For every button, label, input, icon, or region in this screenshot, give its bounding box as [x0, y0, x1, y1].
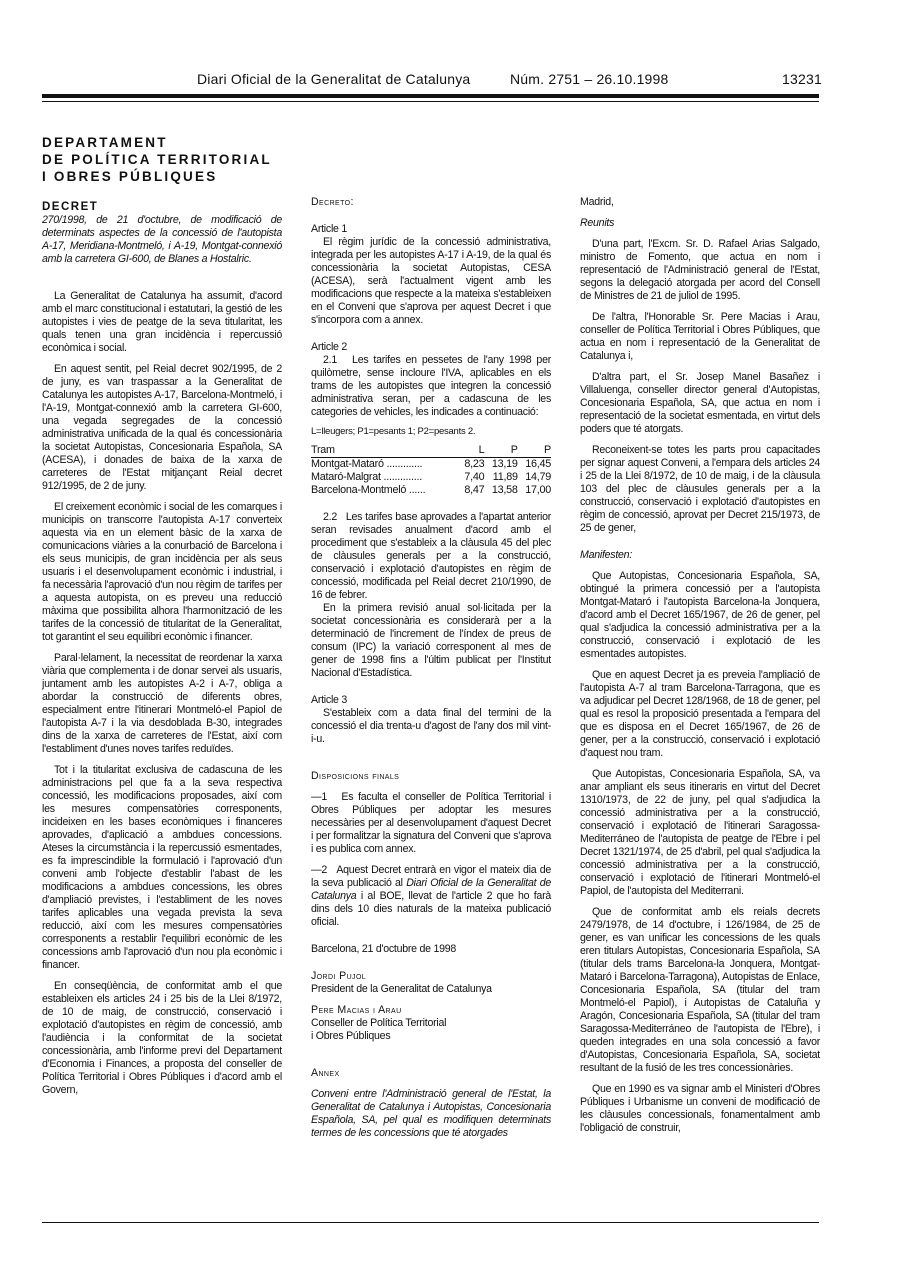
article-1-title: Article 1	[311, 223, 348, 235]
paragraph: El creixement econòmic i social de les comarques i municipis on transcorre l'autopista A-17 converteix aquesta via en un element bàsic de la xarxa de comunicacions viàries a la conurbació de Barcelona i els seus municipis, de gran incidència per als seus usuaris i el desenvolupament econòmic i industrial, i fa necessària l'aprovació d'un nou règim de tarifes per a aquesta autopista, on es preveu una reducció màxima que possibilita alhora l'harmonització de les tarifes de la concessió de titularitat de la Generalitat, tot garantint el seu equilibri econòmic i financer.	[42, 501, 282, 643]
footer-rule	[42, 1222, 819, 1223]
cell: 13,58	[491, 484, 518, 496]
final-provision-2	[311, 864, 554, 929]
cell: 17,00	[525, 484, 551, 496]
table-header-row	[311, 444, 551, 458]
paragraph: Reconeixent-se totes les parts prou capacitades per signar aquest Conveni, a l'empara dels articles 24 i 25 de la Llei 8/1972, de 10 de maig, i de la clàusula 103 del plec de clàusules generals per a la construcció, conservació i explotació d'autopistes en règim de concessió, aprovat per Decret 215/1973, de 25 de gener,	[580, 444, 820, 534]
place-date: Barcelona, 21 d'octubre de 1998	[311, 943, 457, 955]
manifesten-heading: Manifesten:	[580, 549, 633, 561]
journal-title: Diari Oficial de la Generalitat de Catalunya	[197, 71, 471, 87]
signatory-role: Conseller de Política Territorial	[311, 1017, 447, 1029]
table-row	[311, 484, 551, 497]
final-provision-1: —1 Es faculta el conseller de Política Territorial i Obres Públiques per adoptar les mesures necessàries per al desenvolupament d'aquest Decret i per formalitzar la signatura del Conveni que s'aprova i es publica com annex.	[311, 791, 554, 855]
decret-label: DECRET	[42, 201, 99, 213]
article-1-text: El règim jurídic de la concessió administrativa, integrada per les autopistes A-17 i A-19, de la qual és concessionària la societat Autopistas, CESA (ACESA), serà l'actualment vigent amb les modificacions que respecte a la mateixa s'estableixen en el Conveni que s'aprova per aquest Decret i que s'incorpora com a annex.	[311, 236, 551, 326]
paragraph: Que Autopistas, Concesionaria Española, SA, obtingué la primera concessió per a l'autopista Montgat-Mataró i l'autopista Barcelona-la Jonquera, d'acord amb el Decret 165/1967, de 26 de gener, pel qual s'adjudica la concessió administrativa per a la construcció, conservació i explotació de les esmentades autopistes.	[580, 570, 820, 660]
paragraph: D'una part, l'Excm. Sr. D. Rafael Arias Salgado, ministro de Fomento, que actua en nom i representació de l'Administració general de l'Estat, segons la delegació atorgada per acord del Consell de Ministres de 21 de juliol de 1995.	[580, 238, 820, 302]
paragraph: D'altra part, el Sr. Josep Manel Basañez i Villaluenga, conseller director general d'Autopistas, Concesionaria Española, SA, que actua en nom i representació de la societat esmentada, en virtut dels poders que té atorgats.	[580, 371, 820, 435]
cell: 14,79	[525, 471, 551, 483]
paragraph: En aquest sentit, pel Reial decret 902/1995, de 2 de juny, es van traspassar a la Generalitat de Catalunya les autopistes A-17, Barcelona-Montmeló, i l'A-19, Montgat-connexió amb la carretera GI-600, una vegada segregades de la concessió administrativa unificada de la qual és concessionària la societat Autopistas, Concesionaria Española, SA (ACESA), i donades de baixa de la xarxa de carreteres de l'Estat mitjançant Reial decret 912/1995, de 2 de juny.	[42, 363, 282, 492]
cell: 16,45	[525, 458, 551, 470]
dept-line: I OBRES PÚBLIQUES	[42, 169, 218, 184]
provision-text: —2 Aquest Decret entrarà en vigor el mateix dia de la seva publicació al	[311, 864, 554, 889]
paragraph: Paral·lelament, la necessitat de reordenar la xarxa viària que complementa i de donar servei als usuaris, juntament amb les autopistes A-2 i A-7, obliga a abordar la construcció de diferents obres, especialment entre l'itinerari Montmeló-el Papiol de l'autopista A-7 i la via desdoblada B-30, integrades dins de la xarxa de carreteres de l'Estat, així com l'establiment d'unes noves tarifes reduïdes.	[42, 652, 282, 755]
column-2	[311, 196, 554, 1140]
paragraph: La Generalitat de Catalunya ha assumit, d'acord amb el marc constitucional i estatutari, la gestió de les autopistes i vies de peatge de la seva titularitat, les quals tenen una gran incidència i repercussió econòmica i social.	[42, 290, 282, 354]
cell: Mataró-Malgrat ..............	[311, 471, 422, 483]
annex-title: Conveni entre l'Administració general de l'Estat, la Generalitat de Catalunya i Autopistas, Concesionaria Española, SA, pel qual es modifiquen determinats termes de les concessions que té atorgades	[311, 1088, 551, 1139]
signatory-role: i Obres Públiques	[311, 1030, 391, 1042]
cell: 8,23	[464, 458, 485, 470]
signatory-name: Pere Macias i Arau	[311, 1004, 402, 1016]
paragraph: Que en 1990 es va signar amb el Ministeri d'Obres Públiques i Urbanisme un conveni de modificació de les clàusules concessionals, fonamentalment amb l'obligació de construir,	[580, 1083, 820, 1134]
signatory-role: President de la Generalitat de Catalunya	[311, 983, 492, 995]
signatory-name: Jordi Pujol	[311, 970, 367, 982]
table-row	[311, 471, 551, 484]
dept-line: DE POLÍTICA TERRITORIAL	[42, 152, 272, 167]
cell: 7,40	[464, 471, 485, 483]
cell: Montgat-Mataró .............	[311, 458, 423, 470]
article-2-2: 2.2 Les tarifes base aprovades a l'apartat anterior seran revisades anualment d'acord amb el procediment que s'estableix a la clàusula 45 del plec de clàusules generals per a la construcció, conservació i explotació d'autopistes en règim de concessió, modificada pel Reial decret 210/1990, de 16 de febrer.	[311, 511, 554, 601]
paragraph: En conseqüència, de conformitat amb el que estableixen els articles 24 i 25 bis de la Llei 8/1972, de 10 de maig, de construcció, conservació i explotació d'autopistes en règim de concessió, amb l'audiència i la conformitat de la societat concessionària, amb l'informe previ del Departament d'Economia i Finances, a proposta del conseller de Política Territorial i Obres Públiques i d'acord amb el Govern,	[42, 980, 282, 1096]
article-2-1: 2.1 Les tarifes en pessetes de l'any 1998 per quilòmetre, sense incloure l'IVA, aplicables en els trams de les autopistes que integren la concessió administrativa seran, per a cadascuna de les categories de vehicles, les indicades a continuació:	[311, 354, 554, 418]
cell: 13,19	[491, 458, 518, 470]
paragraph: Que de conformitat amb els reials decrets 2479/1978, de 14 d'octubre, i 126/1984, de 25 de gener, es van unificar les concessions de les quals eren titulars Autopistas, Concesionaria Española, SA (titular dels trams Barcelona-la Jonquera, Montgat-Mataró i Barcelona-Tarragona), Autopistas de Enlace, Concesionaria Española, SA (titular del tram Montmeló-el Papiol), i Autopistas de Cataluña y Aragón, Concesionaria Española, SA (titular del tram Saragossa-Mediterráneo de l'autopista de l'Ebre), i queden integrades en una sola concessió a favor d'Autopistas, Concesionaria Española, SA, societat resultant de la fusió de les tres concessionàries.	[580, 906, 820, 1074]
paragraph: Que en aquest Decret ja es preveia l'ampliació de l'autopista A-7 al tram Barcelona-Tarragona, que es va adjudicar pel Decret 128/1968, de 18 de gener, pel qual es resol la proposició presentada a l'empara del que es disposa en el Decret 165/1967, de 26 de gener, per a la construcció, conservació i explotació d'aquest nou tram.	[580, 669, 820, 759]
place: Madrid,	[580, 196, 614, 208]
table-legend: L=lleugers; P1=pesants 1; P2=pesants 2.	[311, 426, 476, 437]
header-rule-thin	[42, 101, 819, 102]
article-2-3: En la primera revisió anual sol·licitada per la societat concessionària es considerarà per a la determinació de l'increment de l'índex de preus de consum (IPC) la variació corresponent al mes de gener de 1998 fins a l'últim publicat per l'Institut Nacional d'Estadística.	[311, 602, 551, 679]
article-2-title: Article 2	[311, 341, 348, 353]
tariff-table	[311, 444, 551, 497]
journal-name: Diari Oficial de la Generalitat de Catalunya	[311, 877, 554, 902]
annex-heading: Annex	[311, 1067, 340, 1079]
article-3-title: Article 3	[311, 694, 348, 706]
column-3	[580, 196, 820, 1135]
table-row	[311, 458, 551, 472]
department-heading	[42, 134, 282, 185]
paragraph: Que Autopistas, Concesionaria Española, SA, va anar ampliant els seus itineraris en virtut del Decret 1310/1973, de 22 de juny, pel qual s'adjudica la concessió administrativa per a la construcció, conservació i explotació de l'itinerari Saragossa-Mediterráneo de l'autopista de peatge de l'Ebre i pel Decret 1321/1974, de 25 d'abril, pel qual s'adjudica la concessió administrativa per a la construcció, conservació i explotació de l'itinerari Montmeló-el Papiol, de l'autopista del Mediterrani.	[580, 768, 820, 897]
page-number: 13231	[782, 71, 822, 87]
article-3-text: S'estableix com a data final del termini de la concessió el dia trenta-u d'agost de l'any dos mil vint-i-u.	[311, 707, 551, 745]
col-header: Tram	[311, 444, 459, 458]
cell: 11,89	[492, 471, 518, 483]
col-header: P	[484, 444, 517, 458]
decreto-heading: Decreto:	[311, 196, 354, 208]
paragraph: De l'altra, l'Honorable Sr. Pere Macias i Arau, conseller de Política Territorial i Obres Públiques, que actua en nom i representació de la Generalitat de Catalunya i,	[580, 311, 820, 362]
reunits-heading: Reunits	[580, 217, 615, 229]
cell: Barcelona-Montmeló ......	[311, 484, 426, 496]
col-header: P	[518, 444, 551, 458]
paragraph: Tot i la titularitat exclusiva de cadascuna de les administracions pel que fa a la seva respectiva concessió, les modificacions proposades, així com les mesures compensatòries corresponents, incideixen en les bases econòmiques i financeres aprovades, d'aplicació a ambdues concessions. Ateses la circumstància i la repercussió esmentades, es fa imprescindible la formulació i l'aprovació d'un conveni amb l'objecte d'establir l'abast de les modificacions a ambdues concessions, les obres d'ampliació previstes, i l'establiment de les noves tarifes aplicables una vegada prevista la seva reducció, així com les mesures compensatòries corresponents a restablir l'equilibri econòmic de les concessions amb l'aprovació d'un nou pla econòmic i financer.	[42, 764, 282, 971]
cell: 8,47	[464, 484, 485, 496]
dept-line: DEPARTAMENT	[42, 135, 168, 150]
col-header: L	[459, 444, 485, 458]
column-1	[42, 134, 282, 1097]
provision-text: i al BOE, llevat de l'article 2 que ho farà dins dels 10 dies naturals de la mateixa publicació oficial.	[311, 890, 554, 928]
decret-title: 270/1998, de 21 d'octubre, de modificació de determinats aspectes de la concessió de l'autopista A-17, Meridiana-Montmeló, i A-19, Montgat-connexió amb la carretera GI-600, de Blanes a Hostalric.	[42, 214, 282, 265]
final-provisions-heading: Disposicions finals	[311, 770, 400, 782]
header-rule	[42, 94, 819, 98]
issue-number: Núm. 2751 – 26.10.1998	[510, 71, 669, 87]
